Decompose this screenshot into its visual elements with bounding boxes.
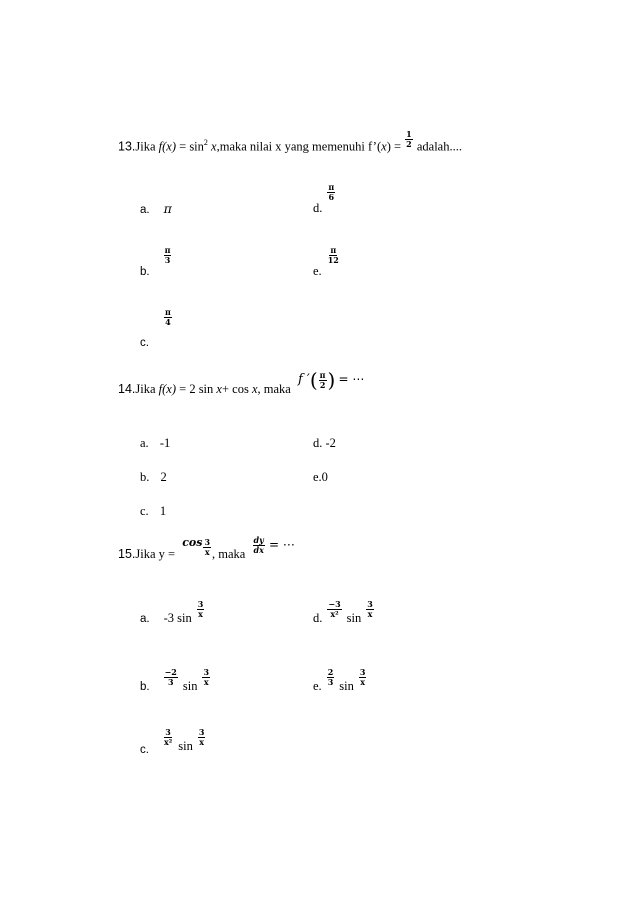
option-coef: -3 sin [163,611,192,626]
paren-close: ) [327,368,336,392]
option-value: -1 [159,436,171,450]
option-coef-fraction [327,668,335,687]
q15-cos: cos [182,536,203,550]
fraction-denominator: x² [330,609,339,619]
fraction-numerator: −2 [164,667,177,677]
fraction-numerator: 1 [406,129,412,139]
option-coef-fraction [327,600,341,619]
q13-suffix: adalah.... [413,139,462,154]
fraction-denominator: x [204,547,210,557]
q15-dydx [252,536,264,555]
q14-fraction [319,371,327,390]
option-value: 2 [160,470,167,484]
fraction-denominator: 3 [327,677,334,687]
option-value: -2 [325,436,336,450]
option-coef-fraction [164,668,178,687]
q13-mid: maka nilai x yang memenuhi f’( [219,139,382,154]
q13-option-d[interactable] [313,182,336,216]
option-coef-fraction [163,728,173,747]
q15-fraction [203,538,211,557]
fraction-numerator: π [165,307,171,317]
option-letter: c. [140,337,149,349]
q15-option-b[interactable] [140,667,211,694]
q14-option-a[interactable] [140,436,170,451]
fraction-denominator: x [199,737,204,747]
option-sin: sin [182,679,198,694]
q13-option-c[interactable] [140,308,173,327]
q14-eq: = 2 sin [176,381,217,396]
option-value: e.0 [313,470,328,484]
fraction-numerator: π [330,245,337,255]
q14-option-d[interactable] [313,436,336,451]
option-value: π [163,201,172,216]
q14-option-e[interactable] [313,470,328,485]
option-fraction [164,308,172,327]
fraction-numerator: 2 [327,667,334,677]
q14-option-c[interactable] [140,504,166,519]
paren-open: ( [309,368,318,392]
fraction-numerator: −3 [328,599,341,609]
option-letter: d. [313,201,323,216]
q15-maka: , maka [212,547,246,562]
option-fraction [327,246,340,265]
q13-fraction [405,130,413,149]
q13-eq2: ) = [386,139,405,154]
fraction-denominator: 6 [328,192,335,202]
q13-option-b[interactable] [140,245,172,279]
question-number: 14. [118,381,136,396]
q13-x: x, [207,139,220,154]
q13-fx: f(x) [158,139,177,154]
q13-option-a[interactable] [140,200,172,218]
option-sin: sin [178,739,193,754]
option-letter: a. [140,613,150,626]
fraction-denominator: x² [163,737,173,747]
fraction-numerator: 3 [367,599,373,609]
option-fraction [164,246,172,265]
q14-maka: , maka [257,381,291,396]
fraction-numerator: 3 [203,667,210,677]
option-letter: e. [313,264,322,279]
option-letter: b. [140,470,150,484]
option-fraction [327,183,335,202]
q13-prefix: Jika [135,139,159,154]
option-fraction [359,668,367,687]
fraction-denominator: 3 [164,255,171,265]
q13-eq: = sin [176,139,204,154]
fraction-numerator: 3 [204,537,211,547]
q15-prefix: Jika y = [135,547,179,562]
option-letter: c. [140,504,149,518]
option-fraction [366,600,374,619]
q14-fprime: f ′ [297,371,310,387]
fraction-numerator: 3 [359,667,366,677]
fraction-numerator: 3 [198,727,205,737]
fraction-denominator: x [360,677,366,687]
option-letter: a. [140,436,149,450]
question-15 [118,535,295,562]
q15-option-c[interactable] [140,727,206,757]
q15-option-a[interactable] [140,599,205,626]
fraction-numerator: π [319,369,326,380]
fraction-denominator: 2 [406,139,412,149]
fraction-denominator: 2 [319,379,326,390]
fraction-numerator: π [328,182,335,192]
fraction-denominator: x [367,609,373,619]
fraction-denominator: 4 [165,317,171,327]
q15-option-e[interactable] [313,667,367,694]
q13-x2: x [381,139,387,154]
q14-x2: x [251,381,258,396]
fraction-denominator: 3 [167,677,174,687]
fraction-denominator: dx [253,545,264,555]
option-letter: c. [140,744,149,757]
option-fraction [197,600,205,619]
q14-plus: + cos [221,381,252,396]
option-letter: d. [313,611,323,626]
option-letter: b. [140,681,150,694]
q13-option-c-letter [140,333,149,351]
option-letter: b. [140,266,150,279]
fraction-numerator: dy [253,535,264,545]
fraction-denominator: x [203,677,209,687]
fraction-numerator: 3 [197,599,204,609]
question-number: 15. [118,547,136,562]
q14-prefix: Jika [135,381,159,396]
fraction-denominator: x [198,609,203,619]
option-value: 1 [159,504,167,518]
option-letter: a. [140,204,150,216]
option-letter: d. [313,436,323,450]
q14-option-b[interactable] [140,470,167,485]
fraction-denominator: 12 [327,255,339,265]
question-13 [118,129,462,157]
option-letter: e. [313,679,322,694]
q14-fx: f(x) [158,381,177,396]
q13-sup: 2 [203,138,208,148]
q14-equals: = ⋯ [338,371,365,386]
option-sin: sin [339,679,354,694]
fraction-numerator: π [164,245,171,255]
q15-equals: = ⋯ [268,537,295,552]
q15-option-d[interactable] [313,599,375,626]
fraction-numerator: 3 [165,727,171,737]
question-14 [118,368,365,396]
q14-x1: x [216,381,222,396]
option-fraction [202,668,210,687]
option-sin: sin [346,611,362,626]
question-number: 13. [118,139,136,154]
q13-option-e[interactable] [313,245,341,279]
option-fraction [198,728,206,747]
